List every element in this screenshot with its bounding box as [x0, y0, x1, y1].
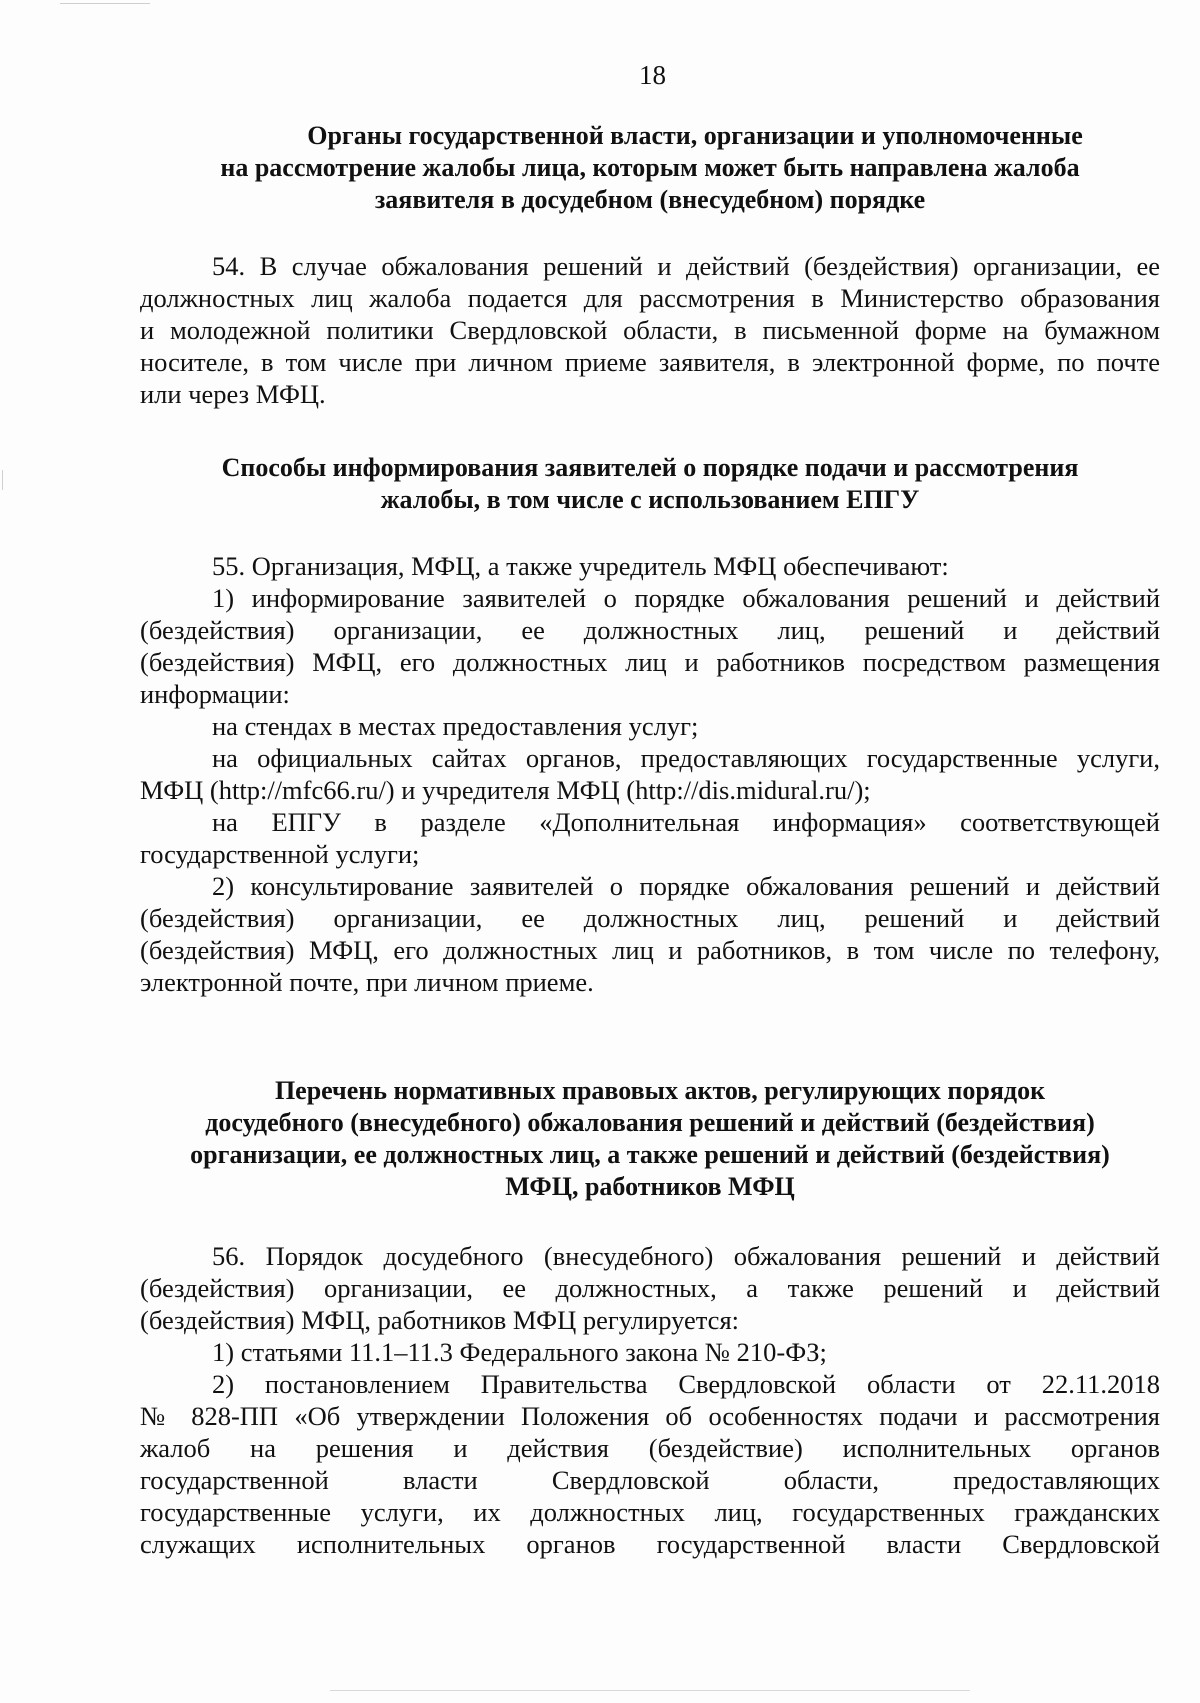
text-line: 56. Порядок досудебного (внесудебного) обжалования решений и действий [212, 1241, 1160, 1271]
text-line: носителе, в том числе при личном приеме заявителя, в электронной форме, по почте [140, 347, 1160, 377]
text-line: государственной власти Свердловской области, предоставляющих [140, 1465, 1160, 1495]
text-line: (бездействия) организации, ее должностных лиц, решений и действий [140, 615, 1160, 645]
text-line: на официальных сайтах органов, предоставляющих государственные услуги, [212, 743, 1160, 773]
text-line: 2) постановлением Правительства Свердловской области от 22.11.2018 [212, 1369, 1160, 1399]
text-line: 55. Организация, МФЦ, а также учредитель МФЦ обеспечивают: [212, 551, 949, 581]
text-line: МФЦ (http://mfc66.ru/) и учредителя МФЦ (http://dis.midural.ru/); [140, 775, 871, 805]
text-line: жалоб на решения и действия (бездействие) исполнительных органов [140, 1433, 1160, 1463]
heading-line: МФЦ, работников МФЦ [505, 1172, 795, 1201]
text-line: государственной услуги; [140, 839, 420, 869]
scan-artifact [60, 3, 150, 4]
paragraph-55 [140, 550, 1160, 998]
heading-line: Перечень нормативных правовых актов, регулирующих порядок [274, 1076, 1046, 1105]
text-line: (бездействия) организации, ее должностных, а также решений и действий [140, 1273, 1160, 1303]
text-line: электронной почте, при личном приеме. [140, 967, 594, 997]
paragraph-54 [140, 250, 1160, 410]
text-line: на ЕПГУ в разделе «Дополнительная информация» соответствующей [212, 807, 1160, 837]
text-line: (бездействия) МФЦ, его должностных лиц и работников, в том числе по телефону, [140, 935, 1160, 965]
heading-line: организации, ее должностных лиц, а также решений и действий (бездействия) [190, 1140, 1110, 1169]
text-line: информации: [140, 679, 290, 709]
text-line: и молодежной политики Свердловской области, в письменной форме на бумажном [140, 315, 1160, 345]
text-line: на стендах в местах предоставления услуг; [212, 711, 699, 741]
heading-line: на рассмотрение жалобы лица, которым может быть направлена жалоба [220, 153, 1080, 182]
text-line: 2) консультирование заявителей о порядке обжалования решений и действий [212, 871, 1160, 901]
section-heading-informing-methods [140, 452, 1160, 516]
text-line: 1) статьями 11.1–11.3 Федерального закона № 210-ФЗ; [212, 1337, 827, 1367]
text-line: 54. В случае обжалования решений и действий (бездействия) организации, ее [212, 251, 1160, 281]
page-number: 18 [639, 60, 666, 90]
text-line: (бездействия) МФЦ, работников МФЦ регулируется: [140, 1305, 739, 1335]
text-line: № 828-ПП «Об утверждении Положения об особенностях подачи и рассмотрения [140, 1401, 1160, 1431]
section-heading-complaint-bodies [140, 120, 1160, 216]
text-line: 1) информирование заявителей о порядке обжалования решений и действий [212, 583, 1160, 613]
heading-line: Органы государственной власти, организации и уполномоченные [307, 121, 1083, 150]
heading-line: жалобы, в том числе с использованием ЕПГУ [380, 485, 920, 514]
section-heading-normative-acts [140, 1075, 1160, 1203]
paragraph-56 [140, 1240, 1160, 1560]
heading-line: досудебного (внесудебного) обжалования решений и действий (бездействия) [205, 1108, 1095, 1137]
scan-artifact [330, 1690, 970, 1691]
heading-line: Способы информирования заявителей о порядке подачи и рассмотрения [221, 453, 1079, 482]
heading-line: заявителя в досудебном (внесудебном) порядке [374, 185, 926, 214]
text-line: (бездействия) МФЦ, его должностных лиц и работников посредством размещения [140, 647, 1160, 677]
scan-artifact [2, 470, 3, 490]
text-line: или через МФЦ. [140, 379, 326, 409]
text-line: государственные услуги, их должностных лиц, государственных гражданских [140, 1497, 1160, 1527]
text-line: служащих исполнительных органов государственной власти Свердловской [140, 1529, 1160, 1559]
text-line: (бездействия) организации, ее должностных лиц, решений и действий [140, 903, 1160, 933]
text-line: должностных лиц жалоба подается для рассмотрения в Министерство образования [140, 283, 1160, 313]
